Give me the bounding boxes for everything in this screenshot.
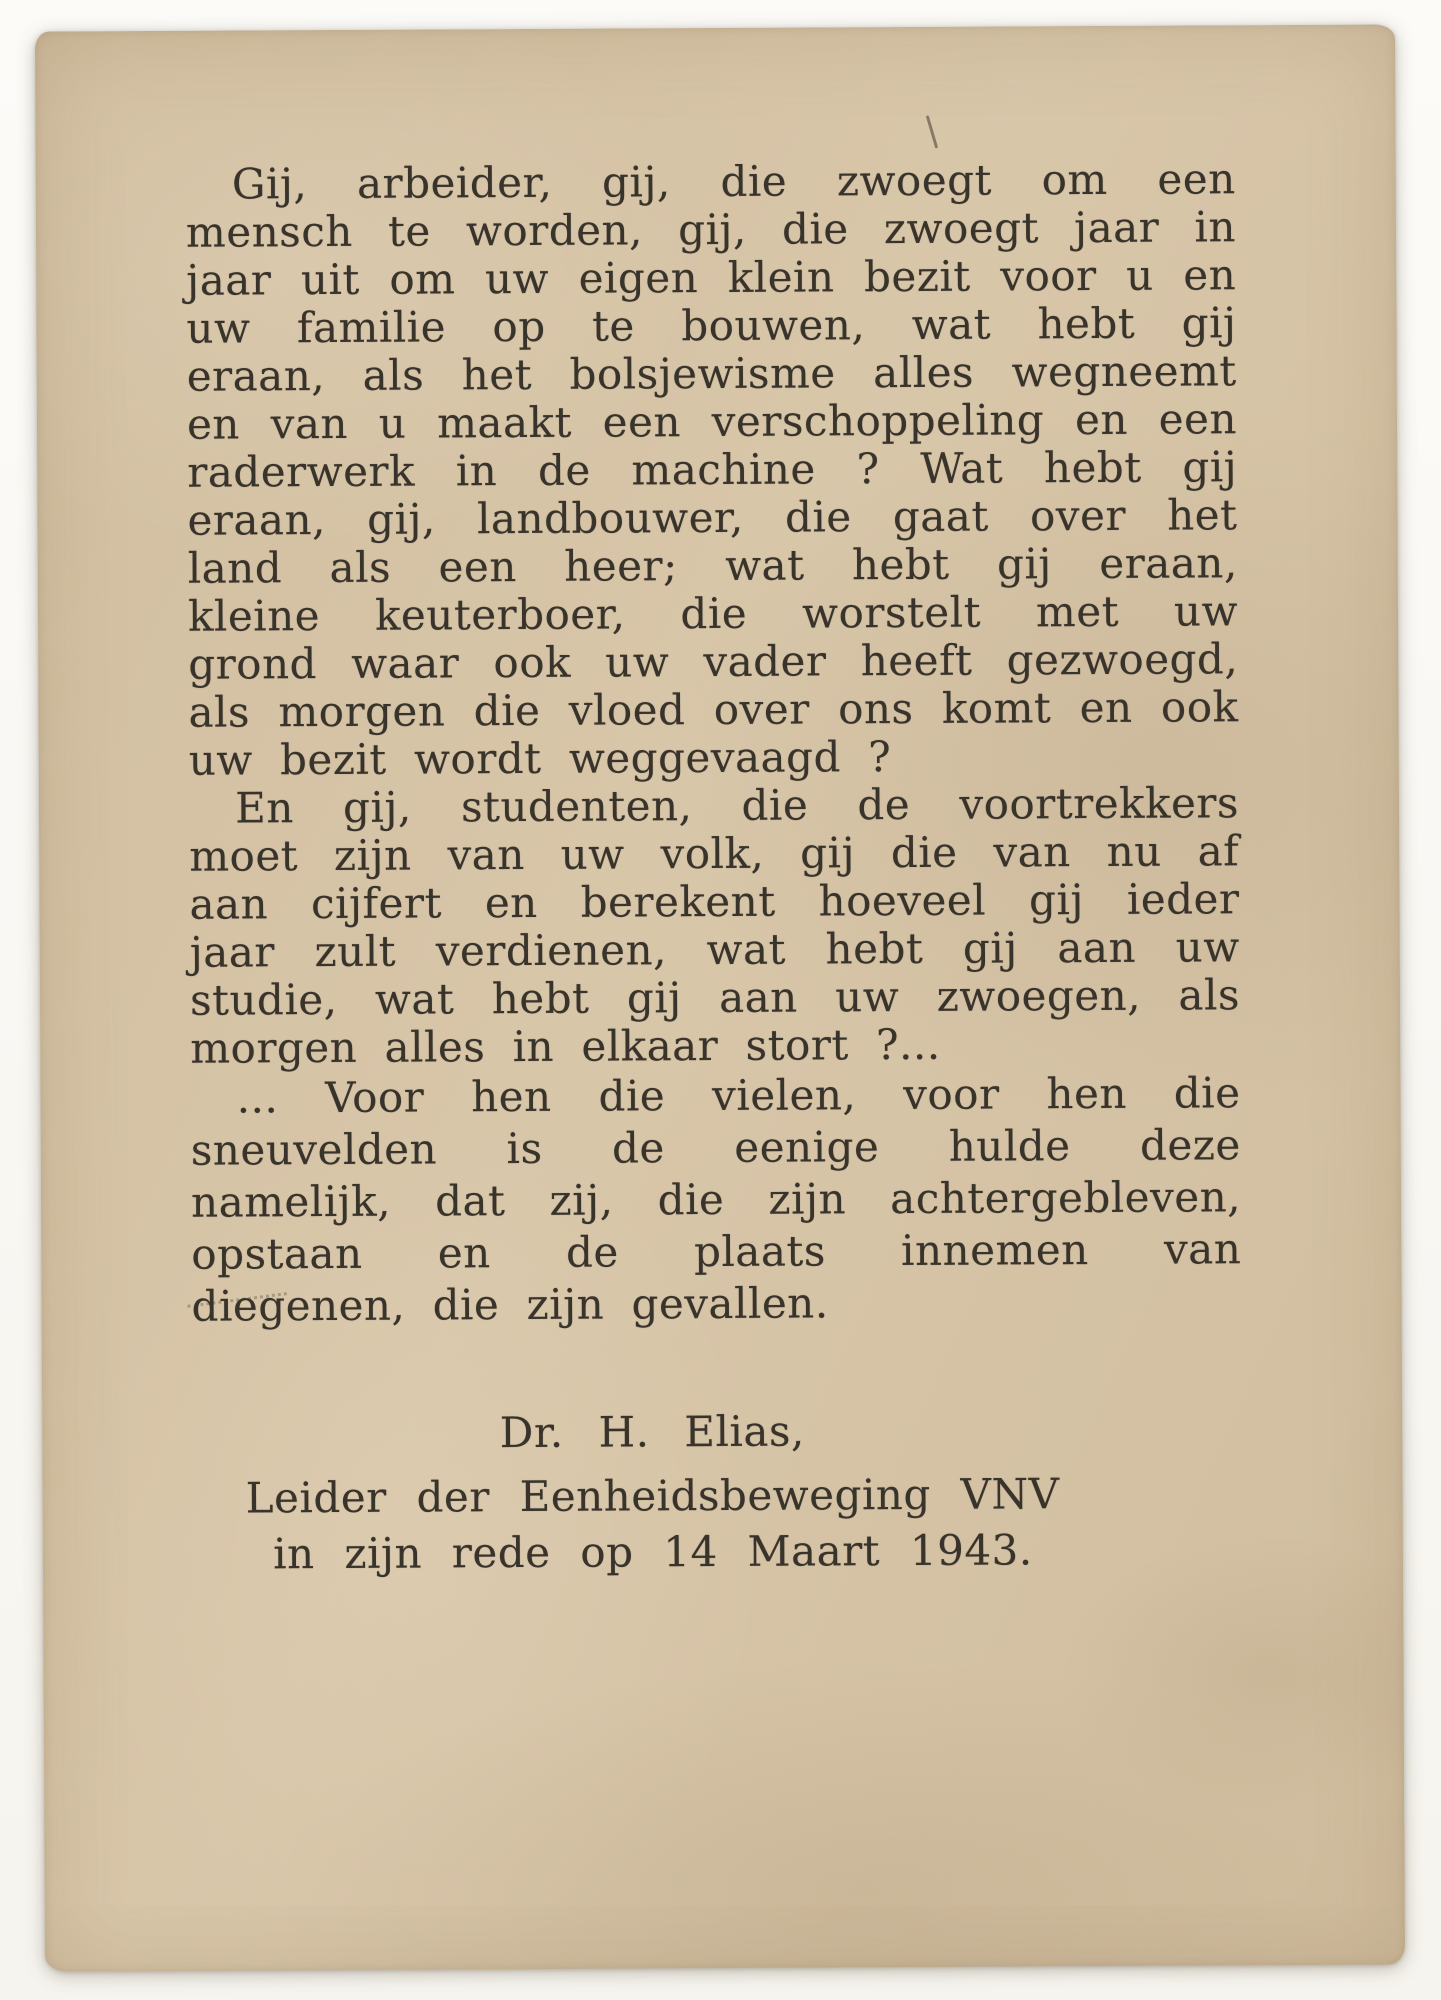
paragraph-students: En gij, studenten, die de voortrekkers moet zijn van uw volk, gij die van nu af aan cijfert en berekent hoeveel gij ieder jaar zult verdienen, wat hebt gij aan uw studie, wat hebt gij aan uw zwoegen, als morgen alles in elkaar stort ?... <box>189 778 1241 1073</box>
pamphlet-page <box>35 24 1405 1971</box>
paragraph-tribute-fallen: ... Voor hen die vielen, voor hen die sneuvelden is de eenige hulde deze namelijk, dat zij, die zijn achtergebleven, opstaan en de plaats innemen van diegenen, die zijn gevallen. <box>190 1068 1242 1331</box>
signature-block <box>192 1405 1243 1582</box>
paragraph-workers-farmers: Gij, arbeider, gij, die zwoegt om een mensch te worden, gij, die zwoegt jaar in jaar uit om uw eigen klein bezit voor u en uw familie op te bouwen, wat hebt gij eraan, als het bolsjewisme alles wegneemt en van u maakt een verschoppeling en een raderwerk in de machine ? Wat hebt gij eraan, gij, landbouwer, die gaat over het land als een heer; wat hebt gij eraan, kleine keuterboer, die worstelt met uw grond waar ook uw vader heeft gezwoegd, als morgen die vloed over ons komt en ook uw bezit wordt weggevaagd ? <box>185 154 1239 785</box>
pamphlet-text-block <box>186 155 1243 1582</box>
signature-name: Dr. H. Elias, <box>499 1406 805 1458</box>
stray-ink-mark <box>926 115 938 148</box>
signature-title: Leider der Eenheidsbeweging VNV <box>245 1469 1060 1523</box>
signature-occasion: in zijn rede op 14 Maart 1943. <box>272 1525 1033 1579</box>
